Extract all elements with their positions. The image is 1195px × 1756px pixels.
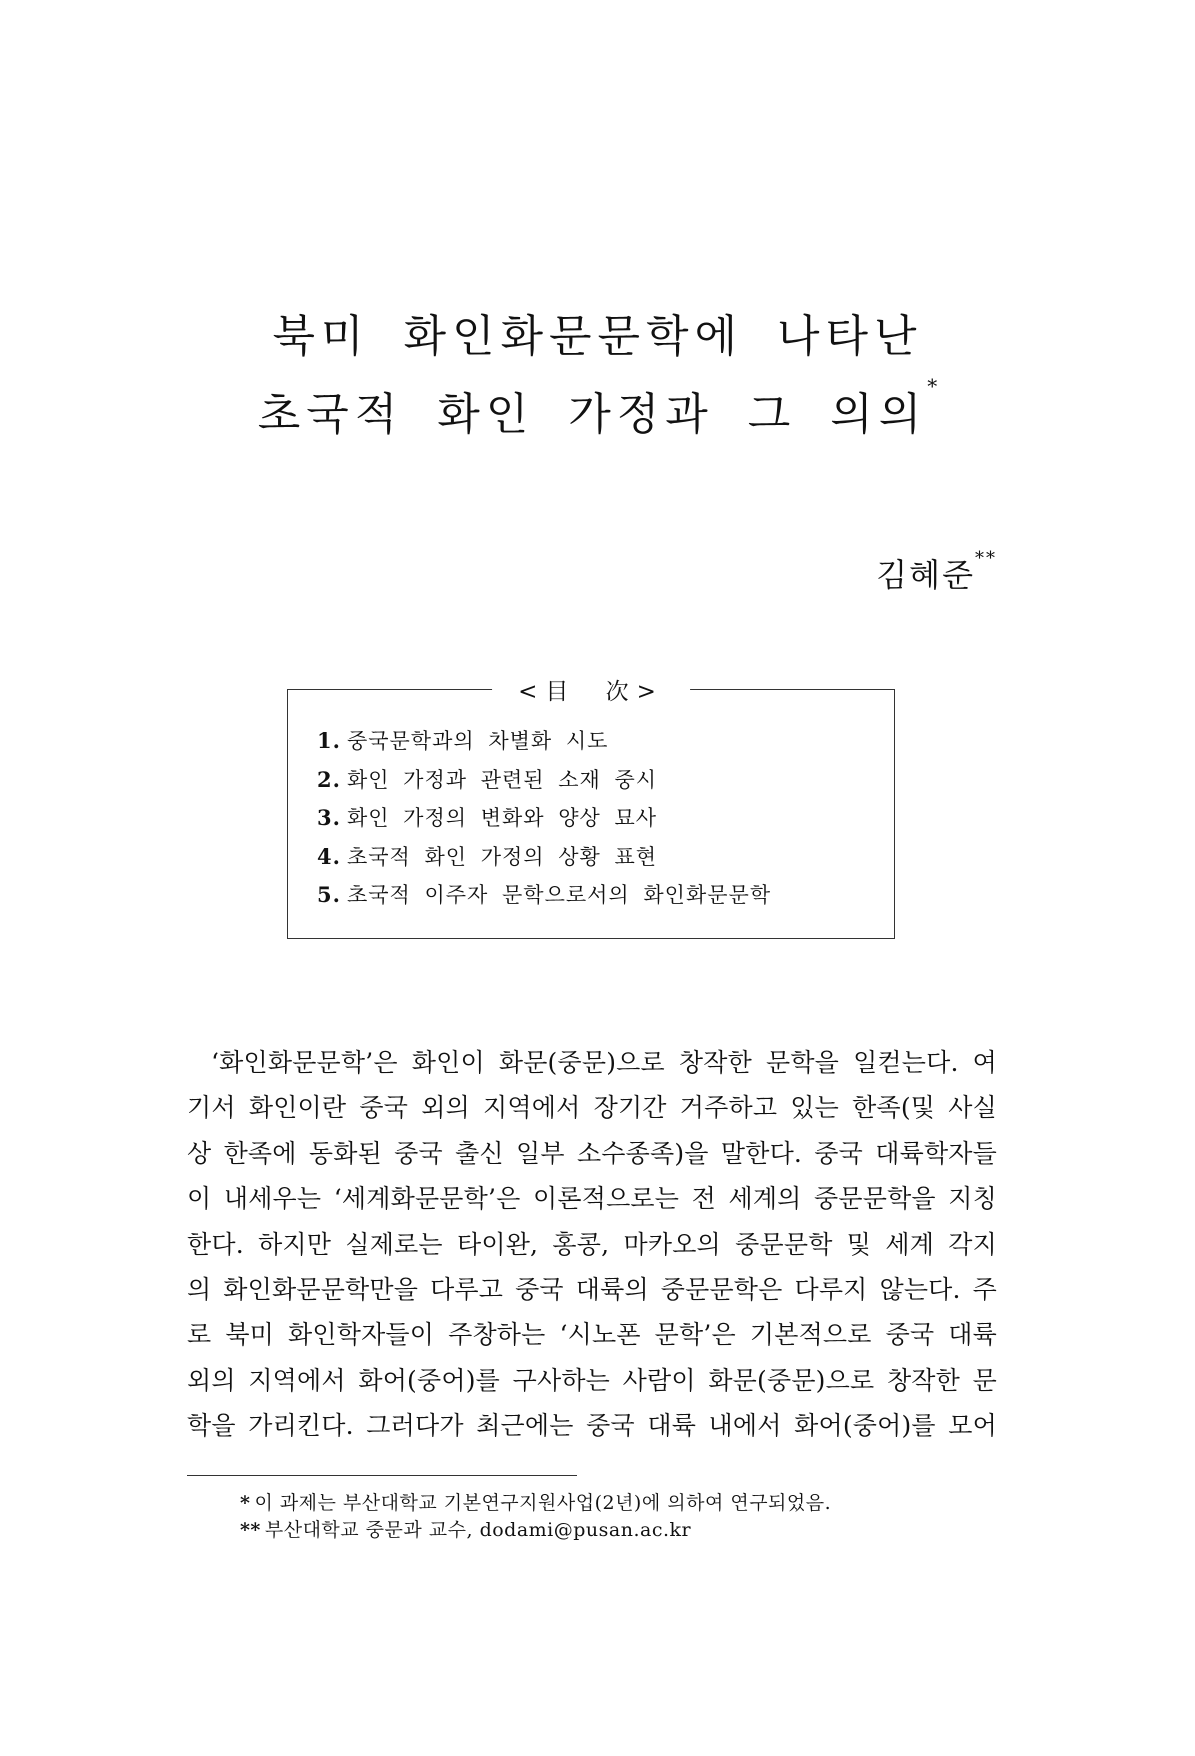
title-footnote-mark: * [927, 374, 938, 398]
body-line: 이 내세우는 ‘세계화문문학’은 이론적으로는 전 세계의 중문문학을 지칭 [187, 1184, 997, 1214]
toc-item-text: 초국적 이주자 문학으로서의 화인화문문학 [346, 883, 772, 907]
toc-item [317, 761, 771, 800]
toc-item-number: 5. [317, 882, 341, 907]
body-line: 한다. 하지만 실제로는 타이완, 홍콩, 마카오의 중문문학 및 세계 각지 [187, 1229, 997, 1259]
toc-item-text: 화인 가정과 관련된 소재 중시 [346, 767, 658, 792]
toc-item-number: 2. [317, 766, 341, 792]
title-line-2-text: 초국적 화인 가정과 그 의의 [257, 389, 928, 440]
toc-item-number: 3. [317, 805, 341, 830]
toc-list [317, 722, 771, 915]
footnote-text: 부산대학교 중문과 교수, dodami@pusan.ac.kr [264, 1519, 692, 1541]
footnote-mark: * [240, 1492, 251, 1514]
toc-item-text: 초국적 화인 가정의 상황 표현 [346, 844, 658, 869]
table-of-contents [287, 679, 895, 939]
toc-item-number: 4. [317, 843, 341, 869]
body-line: 상 한족에 동화된 중국 출신 일부 소수종족)을 말한다. 중국 대륙학자들 [187, 1138, 997, 1168]
body-paragraph [187, 1040, 997, 1449]
toc-item [317, 838, 771, 877]
author-footnote-mark: ** [975, 548, 997, 569]
body-line: 외의 지역에서 화어(중어)를 구사하는 사람이 화문(중문)으로 창작한 문 [187, 1365, 997, 1395]
toc-item-text: 중국문학과의 차별화 시도 [346, 729, 609, 753]
footnote-mark: ** [240, 1519, 261, 1541]
body-line: 학을 가리킨다. 그러다가 최근에는 중국 대륙 내에서 화어(중어)를 모어 [187, 1411, 997, 1441]
footnote [240, 1517, 831, 1544]
toc-heading: <目 次> [492, 673, 690, 706]
footnotes [240, 1490, 831, 1544]
author-name: 김혜준 [876, 556, 975, 594]
body-line: ‘화인화문문학’은 화인이 화문(중문)으로 창작한 문학을 일컫는다. 여 [211, 1048, 997, 1077]
author [876, 550, 997, 596]
footnote [240, 1490, 831, 1517]
toc-item-text: 화인 가정의 변화와 양상 묘사 [346, 806, 658, 830]
paper-title-line-2 [0, 374, 1195, 442]
body-line: 로 북미 화인학자들이 주창하는 ‘시노폰 문학’은 기본적으로 중국 대륙 [187, 1320, 997, 1350]
footnote-text: 이 과제는 부산대학교 기본연구지원사업(2년)에 의하여 연구되었음. [254, 1492, 832, 1514]
toc-item-number: 1. [317, 728, 341, 753]
body-line: 기서 화인이란 중국 외의 지역에서 장기간 거주하고 있는 한족(및 사실 [187, 1093, 997, 1123]
title-line-1-text: 북미 화인화문문학에 나타난 [272, 311, 923, 362]
body-line: 의 화인화문문학만을 다루고 중국 대륙의 중문문학은 다루지 않는다. 주 [187, 1274, 997, 1304]
toc-item [317, 876, 771, 915]
toc-item [317, 722, 771, 761]
toc-item [317, 799, 771, 838]
paper-title-line-1 [0, 300, 1195, 364]
footnote-divider [187, 1475, 577, 1476]
